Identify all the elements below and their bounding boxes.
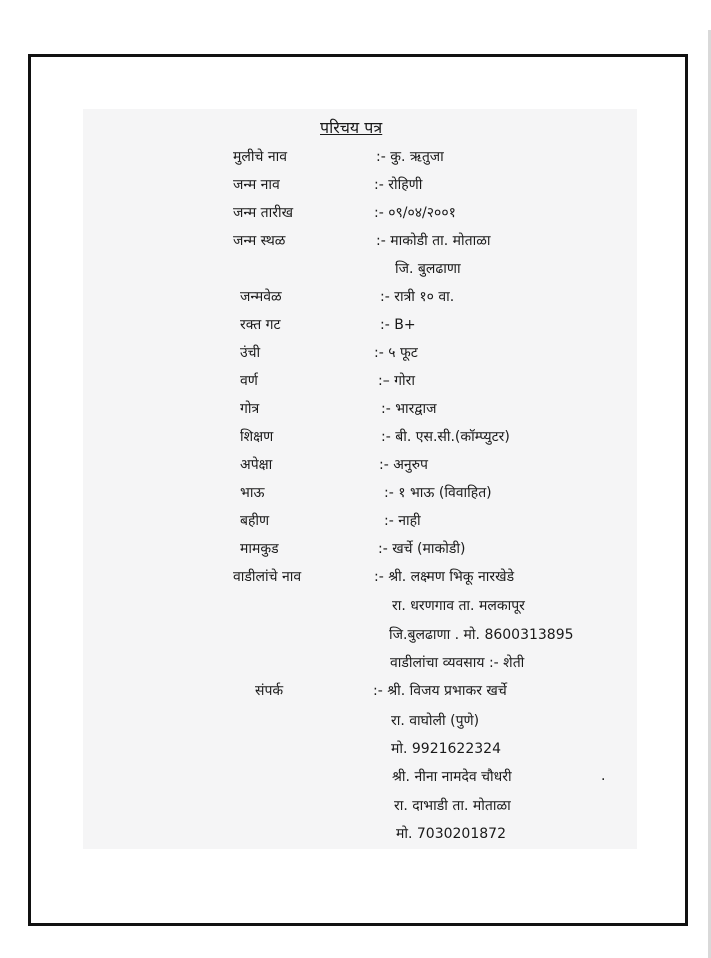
field-label: मुलीचे नाव [233, 149, 288, 165]
field-value: :- माकोडी ता. मोताळा [376, 233, 491, 249]
field-value: :- खर्चे (माकोडी) [378, 541, 466, 557]
trailing-mark: . [601, 768, 606, 784]
field-value: :- बी. एस.सी.(कॉम्प्युटर) [381, 429, 510, 445]
field-label: भाऊ [240, 485, 265, 501]
field-label: उंची [240, 345, 261, 361]
field-value: :- भारद्वाज [381, 401, 437, 417]
field-label: वाडीलांचे नाव [233, 569, 302, 585]
field-value: रा. वाघोली (पुणे) [391, 713, 480, 729]
field-value: जि. बुलढाणा [395, 261, 461, 277]
field-value: मो. 9921622324 [391, 741, 501, 757]
field-value: रा. धरणगाव ता. मलकापूर [392, 598, 525, 614]
field-value: :- श्री. लक्ष्मण भिकू नारखेडे [374, 569, 515, 585]
field-value: :- श्री. विजय प्रभाकर खर्चे [373, 683, 507, 699]
content-panel [83, 109, 637, 849]
field-value: रा. दाभाडी ता. मोताळा [394, 798, 511, 814]
field-value: :- B+ [380, 317, 416, 333]
field-label: वर्ण [240, 373, 258, 389]
field-value: :- १ भाऊ (विवाहित) [384, 485, 492, 501]
field-label: अपेक्षा [240, 457, 273, 473]
field-label: मामकुड [240, 541, 279, 557]
field-label: शिक्षण [240, 429, 274, 445]
field-value: मो. 7030201872 [396, 826, 506, 842]
field-label: जन्म स्थळ [233, 233, 286, 249]
field-label: संपर्क [255, 683, 284, 699]
field-value: :- रात्री १० वा. [380, 289, 455, 305]
field-value: :- रोहिणी [374, 177, 423, 193]
field-value: :- अनुरुप [379, 457, 429, 473]
field-label: बहीण [240, 513, 270, 529]
field-value: वाडीलांचा व्यवसाय :- शेती [390, 655, 525, 671]
field-value: :– गोरा [378, 373, 416, 389]
field-value: जि.बुलढाणा . मो. 8600313895 [389, 627, 574, 643]
document-title: परिचय पत्र [320, 118, 383, 137]
field-label: रक्त गट [240, 317, 281, 333]
field-label: जन्म तारीख [233, 205, 294, 221]
field-value: :- नाही [384, 513, 421, 529]
field-value: :- ०९/०४/२००१ [374, 205, 456, 221]
field-label: जन्म नाव [233, 177, 280, 193]
field-label: जन्मवेळ [240, 289, 282, 305]
field-label: गोत्र [240, 401, 260, 417]
field-value: श्री. नीना नामदेव चौधरी [392, 769, 512, 785]
field-value: :- कु. ऋतुजा [376, 149, 444, 165]
field-value: :- ५ फूट [374, 345, 418, 361]
